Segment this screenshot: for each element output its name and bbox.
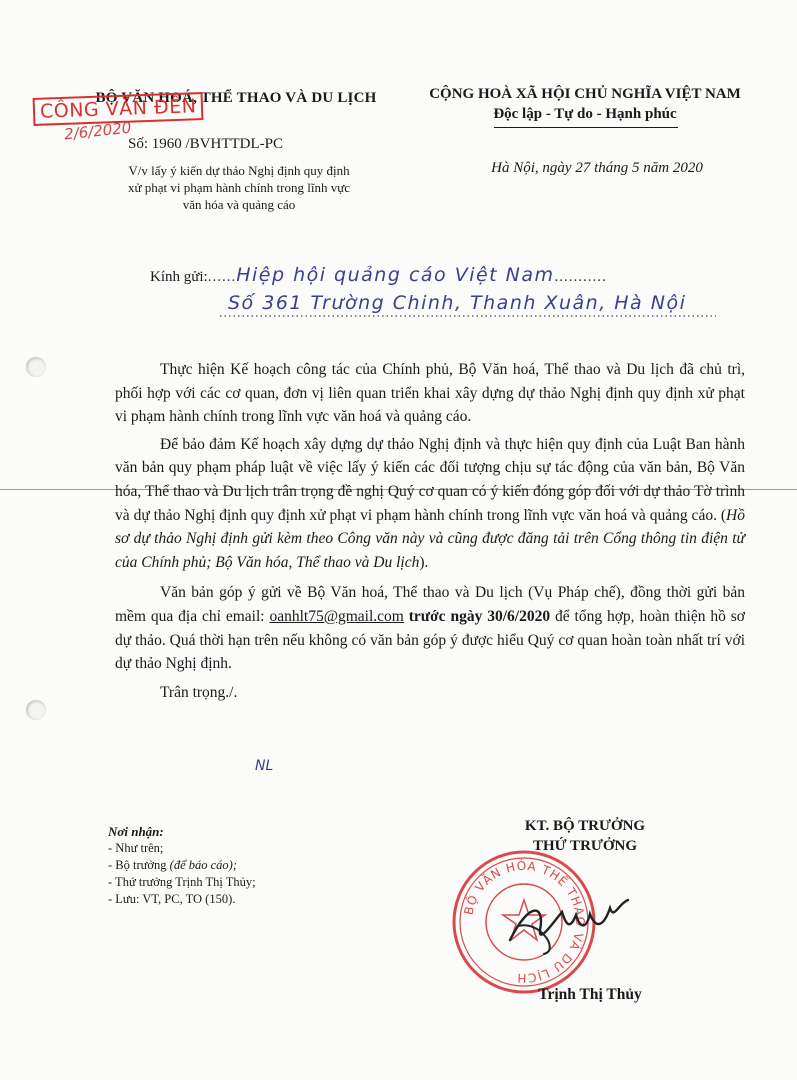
paragraph-2-end: ). [419,553,429,571]
signature-subtitle: THỨ TRƯỞNG [532,838,638,854]
subject-line: xử phạt vi phạm hành chính trong lĩnh vực [127,180,351,195]
recipient-label: Kính gửi: [150,269,208,285]
recipient-item-text: - Bộ trưởng [108,858,167,872]
subject-line: văn hóa và quảng cáo [182,197,296,212]
body-paragraph-2 [115,433,745,575]
address-dotted-line [220,312,720,320]
punch-hole-top [26,357,46,377]
document-subject [80,162,398,213]
paragraph-3-rest: để tổng hợp, hoàn thiện hồ sơ dự thảo. Quá thời hạn trên nếu không có văn bản góp ý được hiểu Quý cơ quan hoàn toàn nhất trí với dự thảo Nghị định. [115,607,745,673]
issuing-organization: BỘ VĂN HOÁ, THỂ THAO VÀ DU LỊCH [95,90,377,106]
recipient-item: - Lưu: VT, PC, TO (150). [108,892,236,906]
recipient-item [108,857,256,874]
paragraph-2-text: Để bảo đảm Kế hoạch xây dựng dự thảo Nghị định và thực hiện quy định của Luật Ban hành văn bản quy phạm pháp luật về việc lấy ý kiến các đối tượng chịu sự tác động của văn bản, Bộ Văn hóa, Thể thao và Du lịch trân trọng đề nghị Quý cơ quan có ý kiến đóng góp đối với dự thảo Tờ trình và dự thảo Nghị định quy định xử phạt vi phạm hành chính trong lĩnh vực văn hoá và quảng cáo. ( [115,435,745,524]
document-number: Số: 1960 /BVHTTDL-PC [128,136,284,152]
recipient-item-note: (để báo cáo); [169,858,237,872]
national-title: CỘNG HOÀ XÃ HỘI CHỦ NGHĨA VIỆT NAM [429,86,741,102]
handwritten-signature [500,890,640,960]
recipient-dots-end: ........... [554,269,607,285]
recipient-dots: ...... [207,269,237,285]
signature-title: KT. BỘ TRƯỞNG [524,818,646,834]
body-paragraph-3 [115,581,745,675]
incoming-stamp: CÔNG VĂN ĐẾN [33,92,204,126]
place-and-date: Hà Nội, ngày 27 tháng 5 năm 2020 [491,160,703,176]
paragraph-2-italic: Hồ sơ dự thảo Nghị định gửi kèm theo Công văn này và cũng được đăng tải trên Cổng thông tin điện tử của Chính phủ; Bộ Văn hóa, Thể thao và Du lịch [115,506,745,571]
body-paragraph-1: Thực hiện Kế hoạch công tác của Chính phủ, Bộ Văn hoá, Thể thao và Du lịch đã chủ trì, phối hợp với các cơ quan, đơn vị liên quan triển khai xây dựng dự thảo Nghị định quy định xử phạt vi phạm hành chính trong lĩnh vực văn hoá và quảng cáo. [115,361,745,426]
closing: Trân trọng./. [160,683,238,701]
motto-underline [494,127,678,128]
recipient-item: - Thứ trưởng Trịnh Thị Thủy; [108,875,256,889]
punch-hole-bottom [26,700,46,720]
incoming-stamp-date: 2/6/2020 [63,118,133,144]
recipient-name-handwritten: Hiệp hội quảng cáo Việt Nam [236,264,555,286]
letter-body [115,358,745,704]
initials-mark: NL [255,758,274,774]
seal-text: BỘ VĂN HÓA THỂ THAO VÀ DU LỊCH [461,858,588,986]
subject-line: V/v lấy ý kiến dự thảo Nghị định quy định [128,163,350,178]
contact-email: oanhlt75@gmail.com [269,607,404,625]
paragraph-3-text: Văn bản góp ý gửi về Bộ Văn hoá, Thể thao và Du lịch (Vụ Pháp chế), đồng thời gửi bản mềm qua địa chỉ email: [115,584,745,625]
recipient-item: - Như trên; [108,841,164,855]
recipients-list [108,840,256,908]
signer-name: Trịnh Thị Thủy [538,986,642,1003]
recipient-line [150,264,607,286]
deadline: trước ngày 30/6/2020 [403,607,551,625]
recipient-address-handwritten: Số 361 Trường Chinh, Thanh Xuân, Hà Nội [228,292,687,314]
recipients-title: Nơi nhận: [108,824,164,839]
national-motto: Độc lập - Tự do - Hạnh phúc [493,106,677,122]
